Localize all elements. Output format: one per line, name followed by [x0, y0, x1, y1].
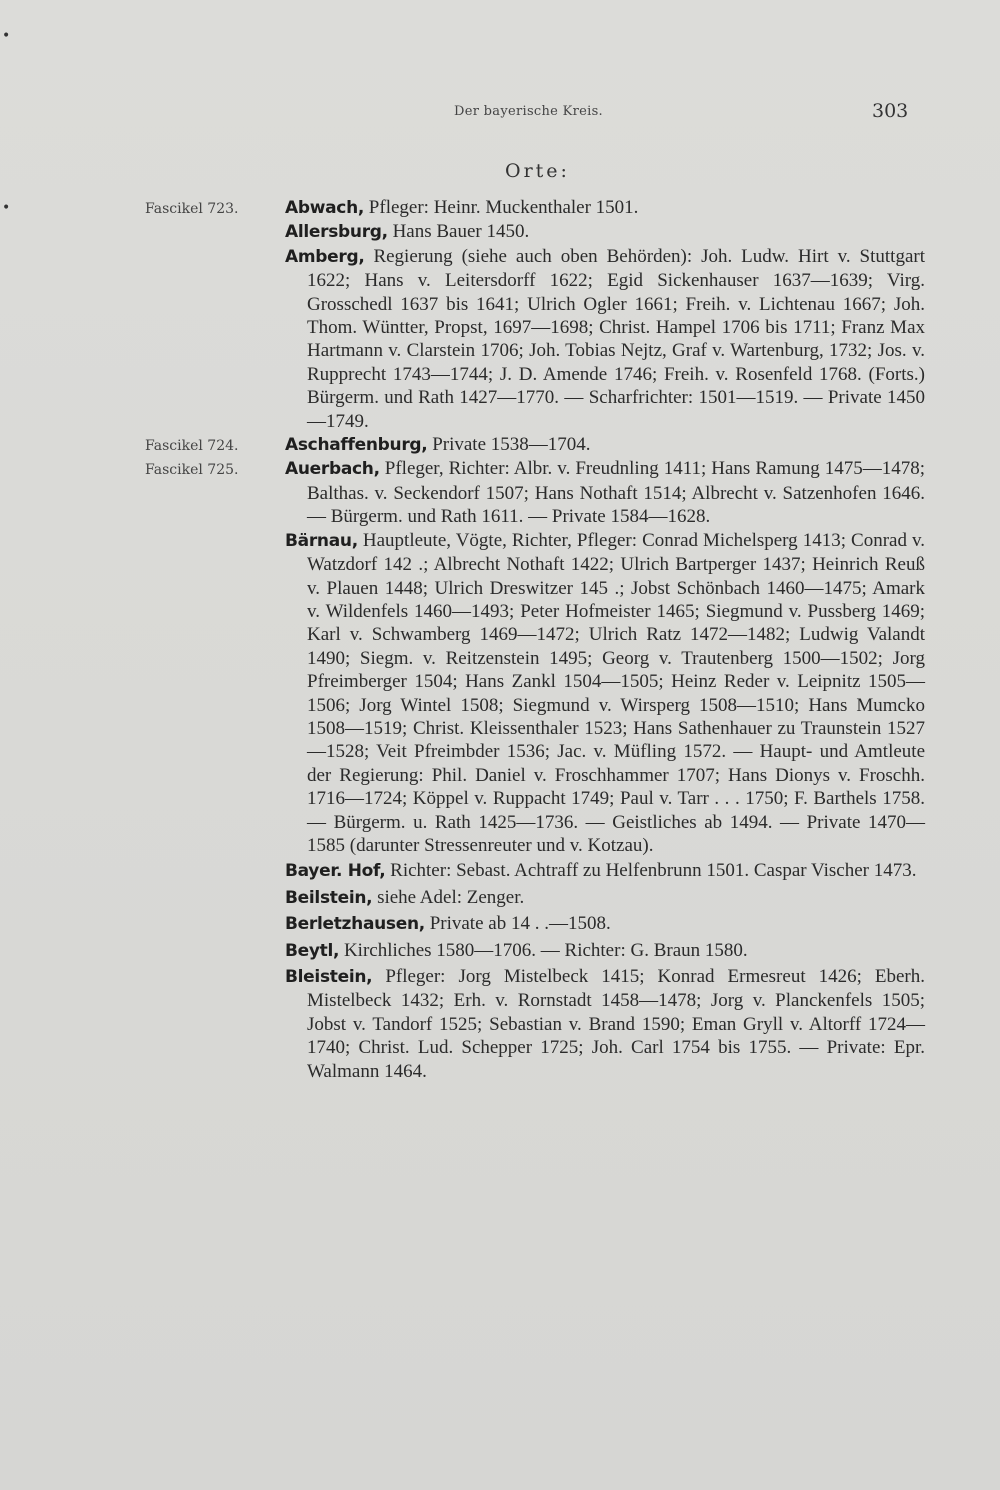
place-name: Beytl,: [285, 940, 340, 961]
place-entry: [285, 912, 925, 936]
fascicle-label: Fascikel 724.: [145, 438, 239, 455]
place-name: Auerbach,: [285, 459, 380, 480]
section-title: Orte:: [505, 160, 570, 182]
place-entry: [145, 196, 925, 220]
entry-text: Kirchliches 1580—1706. — Richter: G. Braun 1580.: [343, 939, 748, 961]
entry-text: Richter: Sebast. Achtraff zu Helfenbrunn 1501. Caspar Vischer 1473.: [390, 860, 917, 882]
place-entry: [285, 859, 925, 883]
place-name: Bärnau,: [285, 530, 358, 551]
entry-text: Hauptleute, Vögte, Richter, Pfleger: Conrad Michelsperg 1413; Conrad v. Watzdorf 142 .; Albrecht Nothaft 1422; Ulrich Bartperger 1437; Heinrich Reuß v. Plauen 1448; Ulrich Dreswitzer 145 .; Jobst Schönbach 1460—1475; Amark v. Wildenfels 1460—1493; Peter Hofmeister 1465; Siegmund v. Pussberg 1469; Karl v. Schwamberg 1469—1472; Ulrich Ratz 1472—1482; Ludwig Valandt 1490; Siegm. v. Reitzenstein 1495; Georg v. Trautenberg 1500—1502; Jorg Pfreimberger 1504; Hans Zankl 1504—1505; Heinz Reder v. Leipnitz 1505—1506; Jorg Wintel 1508; Siegmund v. Wirsperg 1508—1510; Hans Mumcko 1508—1519; Christ. Kleissenthaler 1523; Hans Sathenhauer zu Traunstein 1527—1528; Veit Pfreimbder 1536; Jac. v. Müfling 1572. — Haupt- und Amtleute der Regierung: Phil. Daniel v. Froschhammer 1707; Hans Dionys v. Froschh. 1716—1724; Köppel v. Ruppacht 1749; Paul v. Tarr . . . 1750; F. Barthels 1758. — Bürgerm. u. Rath 1425—1736. — Geistliches ab 1494. — Private 1470—1585 (darunter Stressenreuter und v. Kotzau).: [307, 529, 926, 856]
entry-text: Hans Bauer 1450.: [392, 221, 530, 243]
place-name: Berletzhausen,: [285, 914, 425, 935]
entry-text: siehe Adel: Zenger.: [377, 886, 525, 908]
place-name: Aschaffenburg,: [285, 435, 428, 456]
place-name: Abwach,: [285, 198, 365, 218]
entry-text: Pfleger: Jorg Mistelbeck 1415; Konrad Ermesreut 1426; Eberh. Mistelbeck 1432; Erh. v. Rornstadt 1458—1478; Jorg v. Planckenfels 1505; Jobst v. Tandorf 1525; Sebastian v. Brand 1590; Eman Gryll v. Altorff 1724—1740; Christ. Lud. Schepper 1725; Joh. Carl 1754 bis 1755. — Private: Epr. Walmann 1464.: [307, 966, 925, 1082]
place-name: Beilstein,: [285, 887, 373, 908]
entry-text: Pfleger, Richter: Albr. v. Freudnling 1411; Hans Ramung 1475—1478; Balthas. v. Seckendorf 1507; Hans Nothaft 1514; Albrecht v. Satzenhofen 1646. — Bürgerm. und Rath 1611. — Private 1584—1628.: [307, 458, 925, 528]
place-entry: [285, 245, 925, 433]
place-entry: [285, 220, 925, 244]
place-entries-list: [145, 196, 926, 1083]
place-entry: [285, 529, 925, 858]
place-name: Amberg,: [285, 246, 365, 267]
fascicle-label: Fascikel 725.: [145, 462, 239, 479]
scan-mark: •: [2, 200, 11, 216]
place-name: Bleistein,: [285, 967, 373, 987]
running-head: Der bayerische Kreis.: [454, 104, 603, 119]
place-entry: [145, 433, 925, 457]
place-entry: [285, 939, 925, 963]
place-name: Allersburg,: [285, 222, 388, 243]
page-number: 303: [872, 100, 909, 122]
place-entry: [285, 886, 925, 910]
place-entry: [285, 965, 925, 1083]
place-entry: [145, 457, 925, 528]
entry-text: Private ab 14 . .—1508.: [429, 913, 611, 935]
scan-mark: •: [2, 28, 11, 44]
entry-text: Regierung (siehe auch oben Behörden): Joh. Ludw. Hirt v. Stuttgart 1622; Hans v. Leitersdorff 1622; Egid Sickenhauser 1637—1639; Virg. Grosschedl 1637 bis 1641; Ulrich Ogler 1661; Freih. v. Lichtenau 1667; Joh. Thom. Wüntter, Propst, 1697—1698; Christ. Hampel 1706 bis 1711; Franz Max Hartmann v. Clarstein 1706; Joh. Tobias Nejtz, Graf v. Wartenburg, 1732; Jos. v. Rupprecht 1743—1744; J. D. Amende 1746; Freih. v. Rosenfeld 1768. (Forts.) Bürgerm. und Rath 1427—1770. — Scharfrichter: 1501—1519. — Private 1450—1749.: [307, 245, 925, 432]
entry-text: Pfleger: Heinr. Muckenthaler 1501.: [368, 197, 639, 218]
place-name: Bayer. Hof,: [285, 861, 386, 882]
entry-text: Private 1538—1704.: [432, 434, 591, 456]
fascicle-label: Fascikel 723.: [145, 201, 239, 217]
